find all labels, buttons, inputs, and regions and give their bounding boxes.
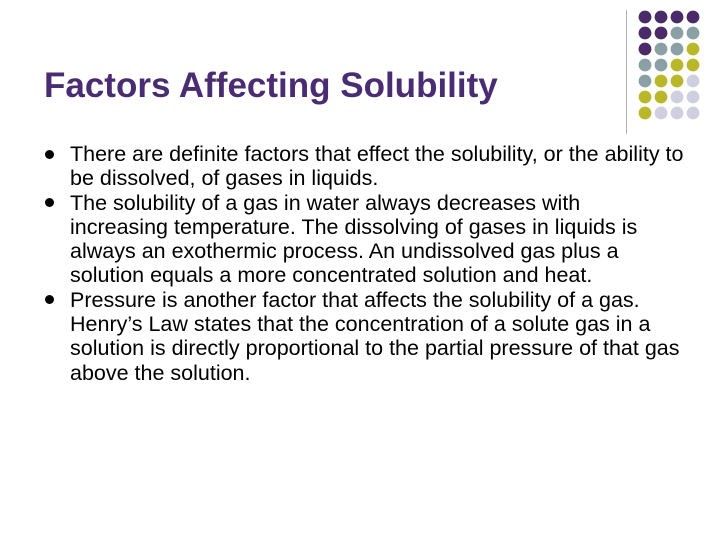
bullet-marker-icon [45,150,54,159]
decorative-dot [639,107,652,120]
decorative-dot [671,59,684,72]
decorative-dot [639,59,652,72]
decorative-dot [655,59,668,72]
bullet-item [44,142,684,191]
decorative-dot [655,107,668,120]
decorative-dot [687,43,700,56]
decorative-dot [687,91,700,104]
decorative-dot [639,11,652,24]
title-divider-line [626,10,627,134]
decorative-dot [687,75,700,88]
bullet-text: Pressure is another factor that affects the solubility of a gas. Henry’s Law states that the concentration of a solute gas in a solution is directly proportional to the partial pressure of that gas above the solution. [70,287,680,385]
decorative-dot [655,43,668,56]
bullet-text: The solubility of a gas in water always decreases with increasing temperature. The dissolving of gases in liquids is always an exothermic process. An undissolved gas plus a solution equals a more concentrated solution and heat. [70,190,638,288]
bullet-item [44,191,684,288]
decorative-dot [655,27,668,40]
slide-title: Factors Affecting Solubility [44,66,498,105]
decorative-dot [671,27,684,40]
bullet-marker-icon [45,198,54,207]
bullet-text: There are definite factors that effect the solubility, or the ability to be dissolved, of gases in liquids. [70,142,684,191]
decorative-dot [639,27,652,40]
bullet-marker-icon [45,295,54,304]
decorative-dot [671,11,684,24]
decorative-dot [639,75,652,88]
bullet-item [44,288,684,385]
bullet-list [44,142,684,385]
decorative-dot [655,11,668,24]
dot-grid-group [639,11,700,120]
decorative-dot [671,43,684,56]
decorative-dot [639,91,652,104]
decorative-dot [687,59,700,72]
decorative-dot [655,75,668,88]
decorative-dot [639,43,652,56]
decorative-dot [687,27,700,40]
decorative-dot [655,91,668,104]
decorative-dot [671,91,684,104]
decorative-dot [687,11,700,24]
decorative-dot [671,107,684,120]
decorative-dot [671,75,684,88]
decorative-dot [687,107,700,120]
